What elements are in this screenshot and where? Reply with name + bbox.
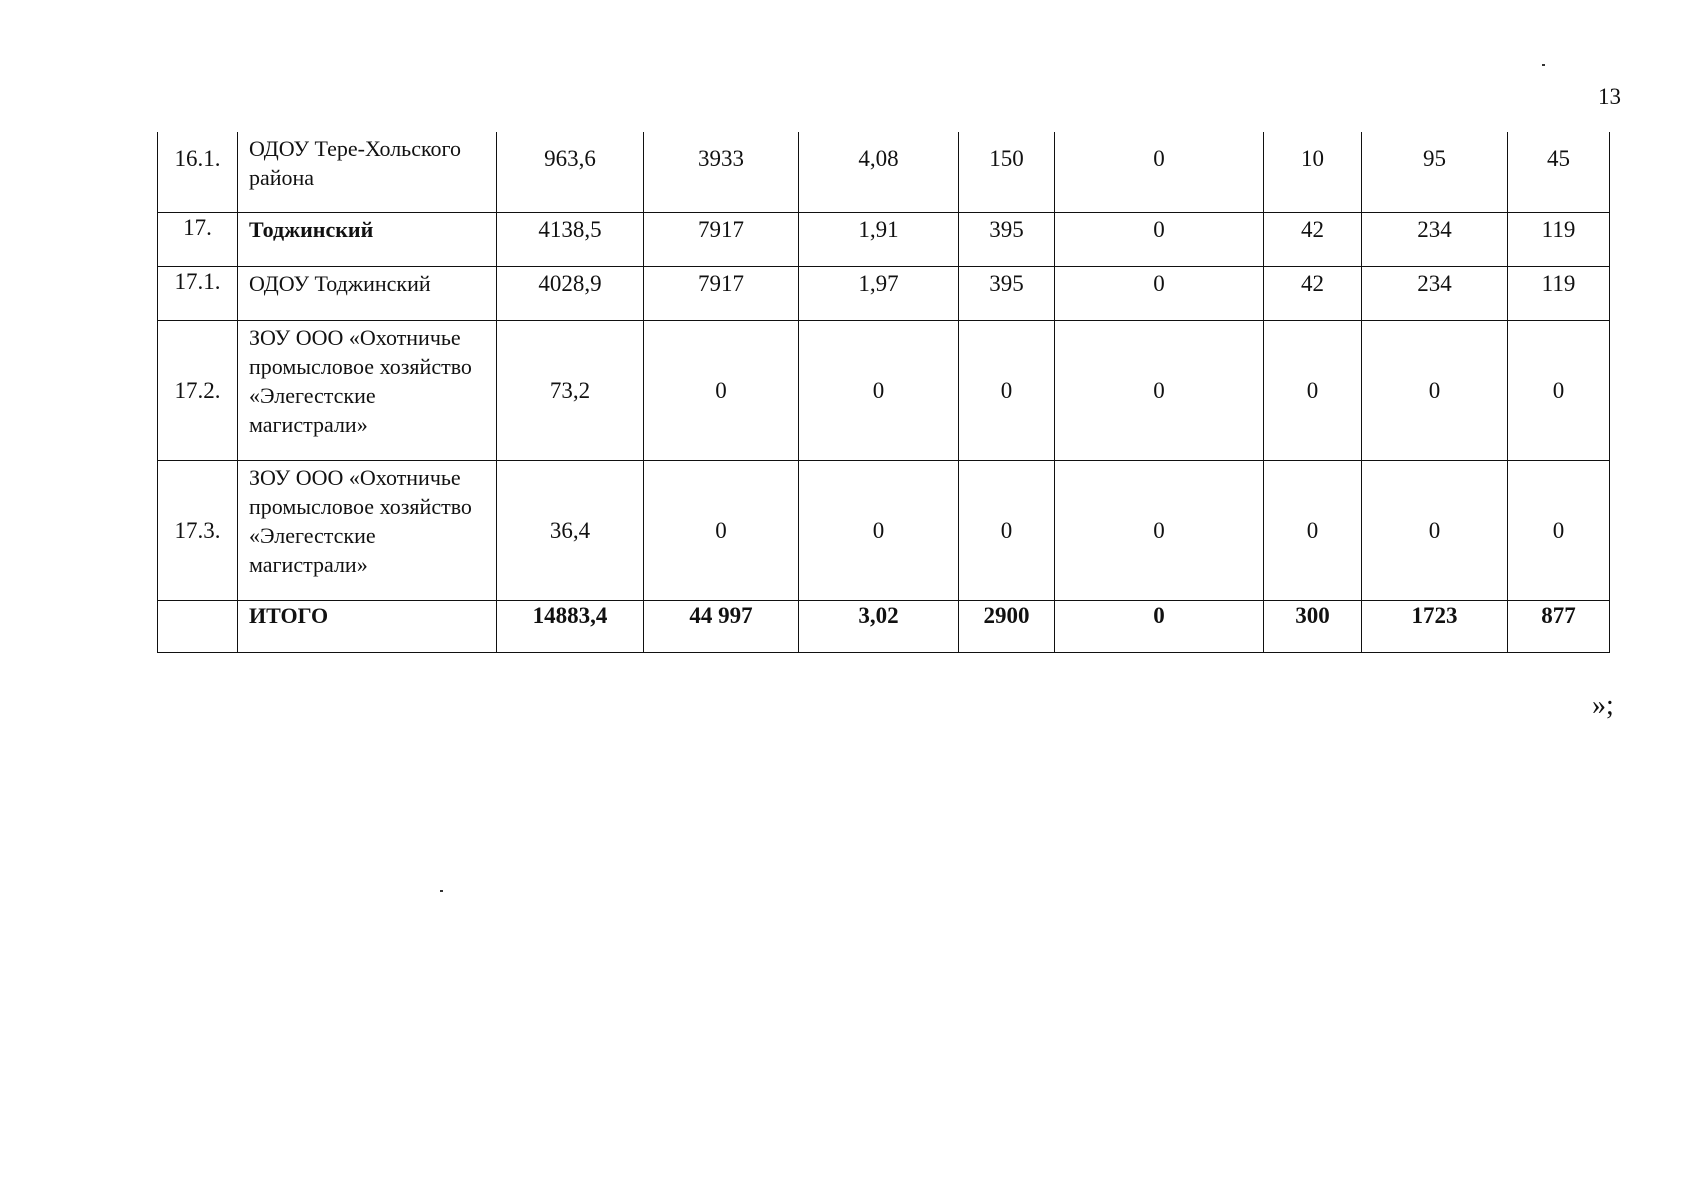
cell-value: 45	[1508, 132, 1610, 212]
total-label: ИТОГО	[238, 600, 497, 652]
cell-value: 0	[959, 320, 1055, 460]
cell-value: 395	[959, 266, 1055, 320]
cell-value: 0	[799, 320, 959, 460]
row-number: 16.1.	[158, 132, 238, 212]
cell-value: 0	[1055, 320, 1264, 460]
cell-value: 3933	[644, 132, 799, 212]
cell-value: 119	[1508, 266, 1610, 320]
cell-value: 234	[1362, 212, 1508, 266]
data-table	[157, 132, 1610, 653]
cell-value: 0	[959, 460, 1055, 600]
cell-value: 150	[959, 132, 1055, 212]
cell-value: 119	[1508, 212, 1610, 266]
cell-value: 7917	[644, 212, 799, 266]
row-name: ОДОУ Тере-Хольского района	[238, 132, 497, 212]
cell-value: 0	[799, 460, 959, 600]
cell-value: 4138,5	[497, 212, 644, 266]
closing-quote-mark: »;	[1592, 690, 1614, 721]
cell-value: 73,2	[497, 320, 644, 460]
total-value: 14883,4	[497, 600, 644, 652]
table-row	[158, 266, 1610, 320]
table-row	[158, 460, 1610, 600]
cell-value: 10	[1264, 132, 1362, 212]
cell-value: 0	[1055, 460, 1264, 600]
table-row	[158, 320, 1610, 460]
scan-speck	[1542, 64, 1545, 66]
row-number: 17.2.	[158, 320, 238, 460]
cell-value: 1,91	[799, 212, 959, 266]
cell-value: 42	[1264, 266, 1362, 320]
page-number: 13	[1598, 84, 1621, 109]
cell-value: 95	[1362, 132, 1508, 212]
table-row	[158, 132, 1610, 212]
cell-value: 4028,9	[497, 266, 644, 320]
total-value: 0	[1055, 600, 1264, 652]
cell-value: 0	[644, 320, 799, 460]
total-value: 3,02	[799, 600, 959, 652]
cell-value: 0	[1508, 320, 1610, 460]
cell-value: 0	[1362, 460, 1508, 600]
cell-value: 0	[1264, 460, 1362, 600]
cell-value: 395	[959, 212, 1055, 266]
cell-value: 234	[1362, 266, 1508, 320]
cell-value: 0	[644, 460, 799, 600]
row-name: Тоджинский	[238, 212, 497, 266]
row-number	[158, 600, 238, 652]
cell-value: 963,6	[497, 132, 644, 212]
table-row	[158, 212, 1610, 266]
row-name: ЗОУ ООО «Охотничье промысловое хозяйство «Элегестские магистрали»	[238, 320, 497, 460]
cell-value: 0	[1264, 320, 1362, 460]
cell-value: 36,4	[497, 460, 644, 600]
cell-value: 4,08	[799, 132, 959, 212]
row-name: ЗОУ ООО «Охотничье промысловое хозяйство «Элегестские магистрали»	[238, 460, 497, 600]
row-number: 17.1.	[158, 266, 238, 320]
row-number: 17.3.	[158, 460, 238, 600]
scan-speck	[440, 890, 443, 892]
total-row	[158, 600, 1610, 652]
cell-value: 0	[1055, 212, 1264, 266]
cell-value: 42	[1264, 212, 1362, 266]
row-name: ОДОУ Тоджинский	[238, 266, 497, 320]
cell-value: 0	[1508, 460, 1610, 600]
cell-value: 0	[1055, 132, 1264, 212]
total-value: 300	[1264, 600, 1362, 652]
cell-value: 7917	[644, 266, 799, 320]
cell-value: 0	[1055, 266, 1264, 320]
cell-value: 1,97	[799, 266, 959, 320]
total-value: 44 997	[644, 600, 799, 652]
cell-value: 0	[1362, 320, 1508, 460]
row-number: 17.	[158, 212, 238, 266]
total-value: 877	[1508, 600, 1610, 652]
total-value: 1723	[1362, 600, 1508, 652]
total-value: 2900	[959, 600, 1055, 652]
